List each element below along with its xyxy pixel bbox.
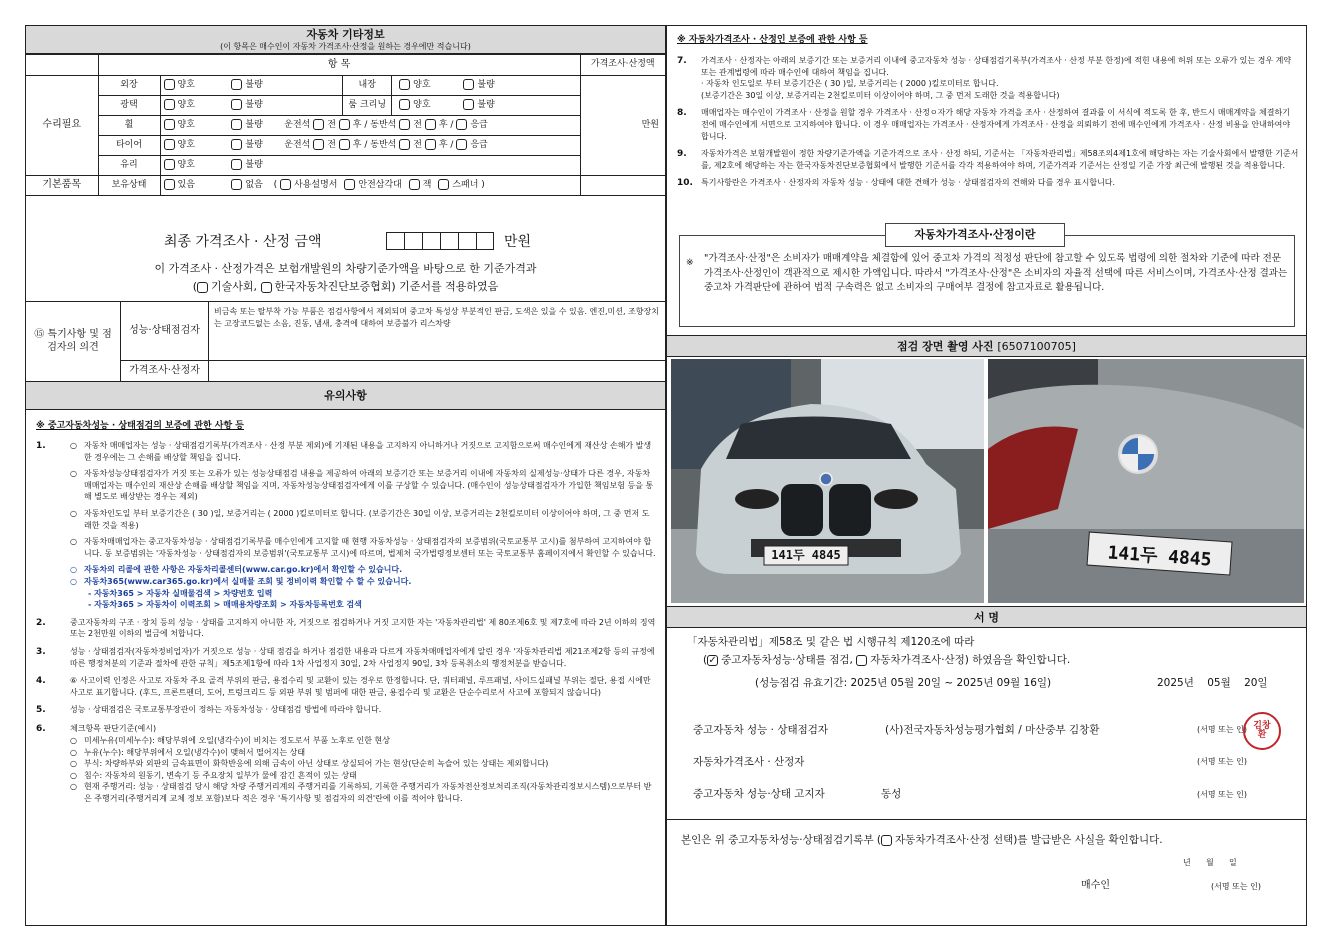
performance-check-checkbox[interactable]	[707, 655, 718, 666]
wheel-emergency[interactable]	[456, 119, 467, 130]
notice-number: 1.	[36, 441, 46, 452]
notice-4	[36, 675, 656, 698]
final-price-section	[26, 224, 665, 302]
wheel-pass-rear[interactable]	[425, 119, 436, 130]
notice-1d: 자동차매매업자는 중고자동차성능 · 상태점검기록부를 매수인에게 고지할 때 현행 자동차성능 · 상태점검자의 보증범위(국토교통부 고시)를 첨부하여 고지하여야 합니다. 동 보증범위는 '자동차성능 · 상태점검자의 보증범위'(국토교통부 고시)에 따르며, 법제처 국가법령정보센터 또는 국토교통부 홈페이지에서 확인할 수 있습니다.	[84, 537, 656, 558]
confirm-statement: (✓ 중고자동차성능·상태를 점검, 자동차가격조사·산정) 하였음을 확인합니다.	[703, 654, 1070, 667]
slash: /	[450, 120, 454, 131]
definition-mark: ※	[686, 258, 694, 268]
slash: /	[450, 140, 454, 151]
yes-label: 있음	[177, 180, 195, 191]
performance-inspector-opinion: 비금속 또는 탈부착 가능 부품은 점검사항에서 제외되며 중고차 특성상 부분적인 판금, 도색은 있을 수 있음. 엔진,미션, 조향장치는 고장코드없는 소음, 진동, 냄새, 충격에 대하여 보증불가 리스차량	[214, 307, 659, 328]
photo-header	[667, 335, 1306, 357]
bad-label: 불량	[477, 80, 495, 91]
interior-good-checkbox[interactable]	[399, 79, 410, 90]
car365-step-1: - 자동차365 > 자동차 실매물검색 > 차량번호 입력	[88, 588, 273, 598]
row-room-cleaning: 룸 크리닝	[342, 96, 392, 115]
manual-label: 사용설명서	[294, 180, 338, 191]
final-price-title: 최종 가격조사 · 산정 금액	[164, 234, 322, 250]
glass-good-checkbox[interactable]	[164, 159, 175, 170]
validity-period: (성능점검 유효기간: 2025년 05월 20일 ~ 2025년 09월 16일)	[755, 677, 1052, 689]
bad-label: 불량	[477, 100, 495, 111]
bad-label: 불량	[245, 100, 263, 111]
notifier-name: 동성	[881, 788, 902, 800]
driver-label: 운전석	[284, 140, 311, 151]
recall-link[interactable]: 자동차의 리콜에 관한 사항은 자동차리콜센터(www.car.go.kr)에서 확인할 수 있습니다.	[84, 565, 403, 575]
spanner-label: 스패너	[452, 180, 479, 191]
exterior-good-checkbox[interactable]	[164, 79, 175, 90]
inspector-name: (사)전국자동차성능평가협회 / 마산중부 김창환	[885, 724, 1100, 736]
notice-number: 6.	[36, 724, 46, 735]
final-desc-1: 이 가격조사 · 산정가격은 보험개발원의 차량기준가액을 바탕으로 한 기준가격과	[154, 262, 537, 275]
inspection-photo-front	[671, 359, 984, 603]
item-9-text: 자동차가격은 보험개발원이 정한 차량기준가액을 기준가격으로 조사 · 산정 하되, 기준서는 「자동차관리법」제58조의4제1호에 해당하는 자는 기술사회에서 발행한 기준서를, 제2호에 해당하는 자는 한국자동차진단보증협회에서 발행한 기준서를 각각 적용하여야 하며, 기준가격과 기준서는 산정일 기준 가장 최근에 발행된 것을 적용합니다.	[701, 149, 1299, 170]
signature-section	[667, 628, 1306, 820]
row-glass: 유리	[98, 156, 160, 176]
buyer-sign-hint[interactable]: (서명 또는 인)	[1211, 882, 1261, 891]
performance-inspector-label: 성능·상태점검자	[121, 302, 209, 361]
definition-title: 자동차가격조사·산정이란	[885, 223, 1065, 247]
left-panel	[25, 25, 666, 926]
buyer-price-checkbox[interactable]	[881, 835, 892, 846]
front-label: 전	[327, 120, 336, 131]
emergency-label: 응급	[470, 120, 488, 131]
criteria-flood: 침수: 자동차의 원동기, 변속기 등 주요장치 일부가 물에 잠긴 흔적이 있는 상태	[84, 770, 357, 780]
tire-driver-front[interactable]	[313, 139, 324, 150]
glass-bad-checkbox[interactable]	[231, 159, 242, 170]
col-item: 항 목	[98, 55, 580, 76]
wheel-pass-front[interactable]	[399, 119, 410, 130]
notice-2	[36, 617, 656, 640]
notices-header: 유의사항	[26, 382, 665, 410]
buyer-confirm-a: 본인은 위 중고자동차성능·상태점검기록부 (	[681, 834, 882, 846]
room-good-checkbox[interactable]	[399, 99, 410, 110]
bad-label: 불량	[245, 120, 263, 131]
tire-emergency[interactable]	[456, 139, 467, 150]
item-number: 10.	[677, 178, 693, 189]
law-statement: 「자동차관리법」제58조 및 같은 법 시행규칙 제120조에 따라	[687, 636, 975, 648]
bad-label: 불량	[245, 80, 263, 91]
item-number: 9.	[677, 149, 687, 160]
notice-1a: 자동차 매매업자는 성능 · 상태점검기록부(가격조사 · 산정 부분 제외)에 기재된 내용을 고지하지 아니하거나 거짓으로 고지함으로써 매수인에게 재산상 손해가 발생한 경우에는 그 손해를 배상할 책임을 집니다.	[84, 441, 652, 462]
inspector-label: 중고자동차 성능 · 상태점검자	[693, 724, 829, 736]
notice-1: 1. ○ 자동차 매매업자는 성능 · 상태점검기록부(가격조사 · 산정 부분 제외)에 기재된 내용을 고지하지 아니하거나 거짓으로 고지함으로써 매수인에게 재산상 손해가 발생한 경우에는 그 손해를 배상할 책임을 집니다. ○ 자동차성능상태점검자가 거짓 또는 오류가 있는 성능상태점검 내용을 제공하여 아래의 보증기간 또는 보증거리 이내에 자동차의 실제성능·상태가 다른 경우, 자동차매매업자는 매수인의 재산상 손해를 배상할 책임을 지며, 자동차성능상태점검자에게 이를 구상할 수 있습니다. (매수인이 성능상태점검자가 가입한 책임보험 등을 통해 별도로 배상받는 경우는 제외) ○ 자동차인도일 부터 보증기간은 ( 30 )일, 보증거리는 ( 2000 )킬로미터로 합니다. (보증기간은 30일 이상, 보증거리는 2천킬로미터 이상이어야 하며, 그 중 먼저 도래한 것을 적용) ○ 자동차매매업자는 중고자동차성능 · 상태점검기록부를 매수인에게 고지할 때 현행 자동차성능 · 상태점검자의 보증범위(국토교통부 고시)를 첨부하여 고지하여야 합니다. 동 보증범위는 '자동차성능 · 상태점검자의 보증범위'(국토교통부 고시)에 따르며, 법제처 국가법령정보센터 또는 국토교통부 홈페이지에서 확인할 수 있습니다. ○ 자동차의 리콜에 관한 사항은 자동차리콜센터(www.car.go.kr)에서 확인할 수 있습니다. ○ 자동차365(www.car365.go.kr)에서 실매물 조회 및 정비이력 확인할 수 할 수 있습니다. - 자동차365 > 자동차 실매물검색 > 차량번호 입력 - 자동차365 > 자동차이 이력조회 > 매매용차량조회 > 자동차등록번호 검색	[36, 440, 656, 617]
kadic-checkbox[interactable]	[261, 282, 272, 293]
other-info-subtitle: (이 항목은 매수인이 자동차 가격조사·산정을 원하는 경우에만 적습니다)	[220, 41, 471, 51]
slash: /	[364, 140, 368, 151]
signature-header: 서 명	[667, 606, 1306, 628]
jack-checkbox[interactable]	[409, 179, 420, 190]
photo-title: 점검 장면 촬영 사진	[897, 340, 994, 353]
notice-5-text: 성능 · 상태점검은 국토교통부장관이 정하는 자동차성능 · 상태점검 방법에 따라야 합니다.	[70, 705, 382, 715]
price-assessor-sign-label: 자동차가격조사 · 산정자	[693, 756, 805, 768]
car365-link[interactable]: 자동차365(www.car365.go.kr)에서 실매물 조회 및 정비이력 확인할 수 할 수 있습니다.	[84, 576, 412, 586]
buyer-label: 매수인	[1081, 880, 1110, 891]
notice-6: 6. 체크항목 판단기준(예시) ○ 미세누유(미세누수): 해당부위에 오일(냉각수)이 비치는 정도로서 부품 노후로 인한 현상 ○ 누유(누수): 해당부위에서 오일(냉각수)이 맺혀서 떨어지는 상태 ○ 부식: 차량하부와 외판의 금속표면이 화학반응에 의해 금속이 아닌 상태로 상실되어 가는 현상(단순히 녹슬어 있는 상태는 제외합니다) ○ 침수: 자동차의 원동기, 변속기 등 주요장치 일부가 물에 잠긴 흔적이 있는 상태 ○ 현재 주행거리: 성능 · 상태점검 당시 해당 차량 주행거리계의 주행거리를 기록하되, 기록한 주행거리가 자동차전산정보처리조직(자동차관리정보시스템)으로부터 받은 주행거리(주행거리계 교체 정보 포함)보다 적은 경우 '특기사항 및 점검자의 의견'란에 이를 적어야 합니다.	[36, 723, 656, 804]
notice-number: 3.	[36, 646, 46, 657]
good-label: 양호	[177, 160, 195, 171]
definition-text: "가격조사·산정"은 소비자가 매매계약을 체결함에 있어 중고차 가격의 적정성 판단에 참고할 수 있도록 법령에 의한 절차와 기준에 따라 전문 가격조사·산정인이 객관적으로 제시한 가액입니다. 따라서 "가격조사·산정"은 소비자의 자율적 선택에 따른 서비스이며, 가격조사·산정 결과는 중고차 가격판단에 관하여 법적 구속력은 없고 소비자의 구매여부 결정에 참고자료로 활용됩니다.	[704, 253, 1288, 294]
gloss-good-checkbox[interactable]	[164, 99, 175, 110]
guarantee-10	[677, 177, 1299, 190]
emergency-label: 응급	[470, 140, 488, 151]
notice-3-text: 성능 · 상태점검자(자동차정비업자)가 거짓으로 성능 · 상태 점검을 하거나 점검한 내용과 다르게 자동차매매업자에게 알린 경우 '자동차관리법 제21조제2항 등의 규정에 따른 행정처분의 기준과 절차에 관한 규칙」제5조제1항에 따라 1차 사업정지 30일, 2차 사업정지 90일, 3차 등록취소의 행정처분을 받습니다.	[70, 646, 655, 668]
guarantee-9	[677, 148, 1299, 171]
car-front-image	[671, 359, 984, 603]
tire-driver-rear[interactable]	[339, 139, 350, 150]
kadic-label: 한국자동차진단보증협회) 기준서를 적용하였음	[274, 280, 499, 293]
good-label: 양호	[177, 80, 195, 91]
criteria-corrosion: 부식: 차량하부와 외판의 금속표면이 화학반응에 의해 금속이 아닌 상태로 상실되어 가는 현상(단순히 녹슬어 있는 상태는 제외합니다)	[84, 759, 549, 769]
assessor-guarantee-section	[677, 34, 1299, 190]
notice-2-text: 중고자동차의 구조 · 장치 등의 성능 · 상태를 고지하지 아니한 자, 거짓으로 점검하거나 거짓 고지한 자는 '자동차관리법' 제 80조제6호 및 제7호에 따라 2년 이하의 징역 또는 2천만원 이하의 벌금에 처합니다.	[70, 617, 656, 639]
tire-good-checkbox[interactable]	[164, 139, 175, 150]
criteria-minor-leak: 미세누유(미세누수): 해당부위에 오일(냉각수)이 비치는 정도로서 부품 노후로 인한 현상	[84, 735, 391, 745]
rear-label: 후	[438, 120, 448, 131]
notice-number: 4.	[36, 676, 46, 687]
spanner-checkbox[interactable]	[438, 179, 449, 190]
good-label: 양호	[177, 100, 195, 111]
sign-hint-2: (서명 또는 인)	[1197, 757, 1247, 766]
col-price: 가격조사·산정액	[580, 55, 665, 76]
wheel-good-checkbox[interactable]	[164, 119, 175, 130]
buyer-date: 년 월 일	[1183, 858, 1237, 867]
row-wheel: 휠	[98, 116, 160, 136]
sign-hint-1: (서명 또는 인)	[1197, 725, 1247, 734]
notice-6-title: 체크항목 판단기준(예시)	[70, 724, 157, 734]
item-7-text: 가격조사 · 산정자는 아래의 보증기간 또는 보증거리 이내에 중고자동차 성능 · 상태점검기록부(가격조사 · 산정 부분 한정)에 적힌 내용에 허위 또는 오류가 있는 경우 계약 또는 관계법령에 따라 매수인에 대하여 책임을 집니다.	[701, 56, 1292, 77]
front-label: 전	[413, 120, 422, 131]
repair-table: 항 목 가격조사·산정액 수리필요 외장 양호 불량 내장 양호 불량 만원 광택 양호 불량 룸 크리닝 양호 불량 휠 양호 불량 운전석 전 후 / 동반석 전 후 / 응급 타이어 양호 불량 운전석 전 후 / 동반석 전 후 / 응급 유리 양호 불량 기본품목 보유상태 있음 없음 ( 사용설명서 안전삼각대 잭 스패너 )	[26, 54, 665, 196]
rear-label: 후	[352, 140, 362, 151]
triangle-checkbox[interactable]	[344, 179, 355, 190]
room-bad-checkbox[interactable]	[463, 99, 474, 110]
photo-code: [6507100705]	[997, 340, 1076, 353]
row-gloss: 광택	[98, 96, 160, 116]
row-exterior: 외장	[98, 76, 160, 96]
special-notes-section	[26, 302, 665, 382]
wheel-driver-rear[interactable]	[339, 119, 350, 130]
sign-date: 2025년 05월 20일	[1157, 677, 1268, 689]
inspector-seal: 김창환	[1243, 712, 1281, 750]
rear-label: 후	[438, 140, 448, 151]
item-10-text: 특기사항란은 가격조사 · 산정자의 자동차 성능 · 상태에 대한 견해가 성능 · 상태점검자의 견해와 다를 경우 표시합니다.	[701, 178, 1116, 188]
exterior-bad-checkbox[interactable]	[231, 79, 242, 90]
basic-items-label: 기본품목	[26, 176, 98, 196]
notice-5	[36, 704, 656, 717]
rear-label: 후	[352, 120, 362, 131]
tire-bad-checkbox[interactable]	[231, 139, 242, 150]
price-assessor-label: 가격조사·산정자	[121, 361, 209, 381]
item-number: 7.	[677, 56, 687, 67]
front-label: 전	[413, 140, 422, 151]
item-7-note: (보증기간은 30일 이상, 보증거리는 2천킬로미터 이상이어야 하며, 그 중 먼저 도래한 것을 적용합니다)	[701, 90, 1060, 100]
notices-body	[36, 420, 656, 805]
manual-checkbox[interactable]	[280, 179, 291, 190]
license-plate-rear: 141두 4845	[1106, 542, 1213, 571]
passenger-label: 동반석	[370, 140, 397, 151]
row-interior: 내장	[342, 76, 392, 95]
bad-label: 불량	[245, 140, 263, 151]
price-unit: 만원	[580, 76, 665, 176]
final-desc-2: ( 기술사회, 한국자동차진단보증협회) 기준서를 적용하였음	[192, 280, 499, 293]
sign-hint-3: (서명 또는 인)	[1197, 790, 1247, 799]
guarantee-8	[677, 107, 1299, 142]
tech-society-checkbox[interactable]	[197, 282, 208, 293]
passenger-label: 동반석	[370, 120, 397, 131]
car365-step-2: - 자동차365 > 자동차이 이력조회 > 매매용차량조회 > 자동차등록번호 검색	[88, 600, 362, 610]
row-tire: 타이어	[98, 136, 160, 156]
inspection-photo-rear	[988, 359, 1304, 603]
definition-box	[679, 228, 1295, 327]
notice-3	[36, 646, 656, 669]
item-7-period: · 자동차 인도일로 부터 보증기간은 ( 30 )일, 보증거리는 ( 2000 )킬로미터로 합니다.	[701, 79, 999, 89]
slash: /	[364, 120, 368, 131]
price-check-checkbox[interactable]	[856, 655, 867, 666]
final-price-unit: 만원	[504, 234, 532, 250]
driver-label: 운전석	[284, 120, 311, 131]
item-8-text: 매매업자는 매수인이 가격조사 · 산정을 원할 경우 가격조사 · 산정ㅇ자가 해당 자동차 가격을 조사 · 산정하여 결과를 이 서식에 적도록 한 후, 반드시 매매계약을 체결하기 전에 매수인에게 서면으로 고지하여야 합니다. 이 경우 매매업자는 가격조사 · 산정자에게 가격조사 · 산정을 의뢰하기 전에 매수인에게 가격조사 · 산정 비용을 안내하여야 합니다.	[701, 108, 1291, 141]
jack-label: 잭	[422, 180, 432, 191]
special-notes-label: ⑮ 특기사항 및 점검자의 의견	[26, 302, 121, 381]
criteria-mileage: 현재 주행거리: 성능 · 상태점검 당시 해당 차량 주행거리계의 주행거리를 기록하되, 기록한 주행거리가 자동차전산정보처리조직(자동차관리정보시스템)으로부터 받은 주행거리(주행거리계 교체 정보 포함)보다 적은 경우 '특기사항 및 점검자의 의견'란에 이를 적어야 합니다.	[84, 782, 652, 803]
buyer-confirm-b: 자동차가격조사·산정 선택)를 발급받은 사실을 확인합니다.	[895, 834, 1163, 846]
good-label: 양호	[177, 120, 195, 131]
tire-pass-rear[interactable]	[425, 139, 436, 150]
item-number: 8.	[677, 108, 687, 119]
front-label: 전	[327, 140, 336, 151]
tech-society-label: 기술사회,	[210, 280, 257, 293]
wheel-driver-front[interactable]	[313, 119, 324, 130]
right-panel	[666, 25, 1307, 926]
license-plate-front: 141두 4845	[771, 548, 841, 562]
good-label: 양호	[413, 100, 431, 111]
bad-label: 불량	[245, 160, 263, 171]
interior-bad-checkbox[interactable]	[463, 79, 474, 90]
buyer-confirm-section	[667, 820, 1306, 925]
gloss-bad-checkbox[interactable]	[231, 99, 242, 110]
guarantee-7	[677, 55, 1299, 101]
no-label: 없음	[245, 180, 263, 191]
assessor-guarantee-heading: ※ 자동차가격조사 · 산정인 보증에 관한 사항 등	[677, 35, 868, 45]
notice-1b: 자동차성능상태점검자가 거짓 또는 오류가 있는 성능상태점검 내용을 제공하여 아래의 보증기간 또는 보증거리 이내에 자동차의 실제성능·상태가 다른 경우, 자동차매매업자는 매수인의 재산상 손해를 배상할 책임을 지며, 자동차성능상태점검자에게 이를 구상할 수 있습니다. (매수인이 성능상태점검자가 가입한 책임보험 등을 통해 별도로 배상받는 경우는 제외)	[84, 469, 654, 502]
performance-check-label: 중고자동차성능·상태를 점검,	[721, 654, 853, 666]
notice-4-text: ⑥ 사고이력 인정은 사고로 자동차 주요 골격 부위의 판금, 용접수리 및 교환이 있는 경우로 한정합니다. 단, 쿼터패널, 루프패널, 사이드실패널 부위는 절단, 용접 시에만 사고로 표기합니다. (후드, 프론트펜더, 도어, 트렁크리드 등 외판 부위 및 범퍼에 대한 판금, 용접수리 및 교환은 단순수리로서 사고에 포함되지 않습니다)	[70, 676, 651, 697]
good-label: 양호	[413, 80, 431, 91]
price-check-label: 자동차가격조사·산정) 하였음을 확인합니다.	[870, 654, 1071, 666]
triangle-label: 안전삼각대	[358, 180, 402, 191]
repair-label: 수리필요	[26, 76, 98, 176]
notices-heading: ※ 중고자동차성능 · 상태점검의 보증에 관한 사항 등	[36, 421, 244, 431]
other-info-header	[26, 26, 665, 54]
other-info-title: 자동차 기타정보	[306, 28, 385, 41]
good-label: 양호	[177, 140, 195, 151]
own-yes-checkbox[interactable]	[164, 179, 175, 190]
notice-number: 5.	[36, 705, 46, 716]
wheel-bad-checkbox[interactable]	[231, 119, 242, 130]
final-price-boxes[interactable]	[386, 232, 494, 250]
ownership-label: 보유상태	[98, 176, 160, 196]
own-no-checkbox[interactable]	[231, 179, 242, 190]
notifier-label: 중고자동차 성능·상태 고지자	[693, 788, 825, 800]
tire-pass-front[interactable]	[399, 139, 410, 150]
criteria-leak: 누유(누수): 해당부위에서 오일(냉각수)이 맺혀서 떨어지는 상태	[84, 747, 306, 757]
buyer-confirm-text	[681, 834, 1163, 847]
notice-number: 2.	[36, 617, 46, 628]
notice-1c: 자동차인도일 부터 보증기간은 ( 30 )일, 보증거리는 ( 2000 )킬로미터로 합니다. (보증기간은 30일 이상, 보증거리는 2천킬로미터 이상이어야 하며, 그 중 먼저 도래한 것을 적용)	[84, 509, 650, 530]
